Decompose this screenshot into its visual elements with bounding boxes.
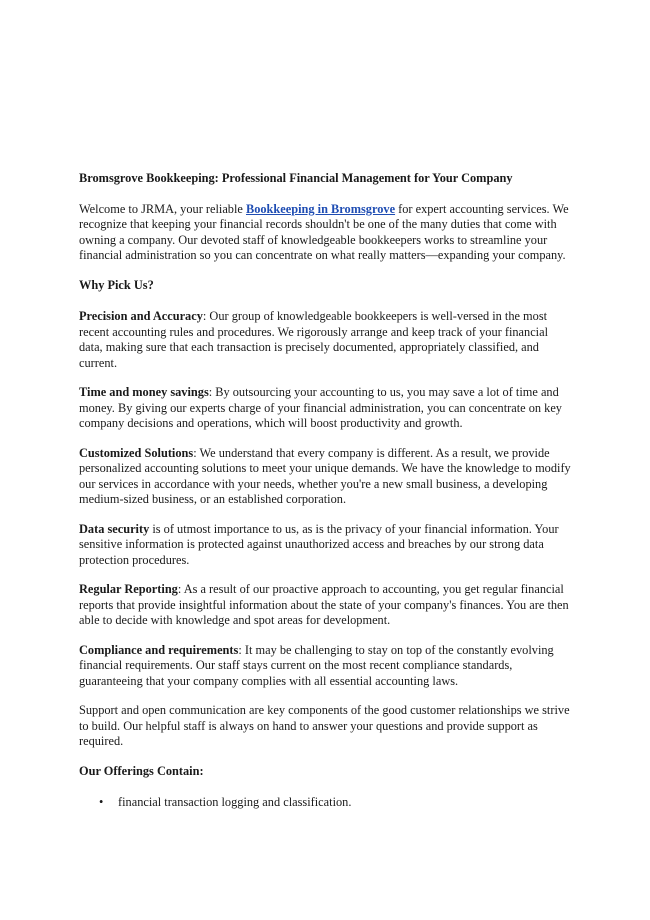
section-term: Data security (79, 521, 150, 536)
page-title: Bromsgrove Bookkeeping: Professional Financial Management for Your Company (79, 171, 513, 185)
section-text: : We understand that every company is different. As a result, we provide personalized accounting solutions to meet your unique demands. We have the knowledge to modify our services in accordance with your needs, whether you're a new small business, a developing medium-sized business, or an established corporation. (79, 445, 571, 506)
section-data-security (79, 522, 573, 569)
section-term: Time and money savings (79, 385, 209, 399)
support-paragraph: Support and open communication are key components of the good customer relationships we strive to build. Our helpful staff is always on hand to answer your questions and provide support as required. (79, 703, 570, 748)
list-item (79, 795, 573, 811)
intro-paragraph (79, 202, 573, 264)
intro-text: Welcome to JRMA, your reliable (79, 201, 246, 216)
list-item-text: financial transaction logging and classification. (118, 795, 352, 809)
section-compliance-requirements (79, 643, 573, 690)
section-customized-solutions (79, 446, 573, 508)
section-text: : It may be challenging to stay on top of the constantly evolving financial requirements. Our staff stays current on the most recent compliance standards, guaranteeing that your company complies with all essential accounting laws. (79, 642, 554, 688)
intro-text-continued: for expert accounting services. We recognize that keeping your financial records shouldn't be one of the many duties that come with owning a company. Our devoted staff of knowledgeable bookkeepers works to streamline your financial administration so you can concentrate on what really matters—expanding your company. (79, 201, 569, 262)
section-text: : Our group of knowledgeable bookkeepers is well-versed in the most recent accounting rules and procedures. We rigorously arrange and keep track of your financial data, making sure that each transaction is precisely documented, appropriately classified, and current. (79, 309, 549, 370)
section-precision-accuracy (79, 309, 573, 371)
section-term: Regular Reporting (79, 582, 178, 596)
bullet-icon: • (99, 795, 104, 809)
section-term: Precision and Accuracy (79, 309, 203, 323)
section-time-money-savings (79, 385, 573, 432)
offerings-list (79, 795, 573, 811)
section-text: : By outsourcing your accounting to us, you may save a lot of time and money. By giving our experts charge of your financial administration, you can concentrate on key company decisions and operations, which will boost productivity and growth. (79, 385, 562, 430)
bookkeeping-bromsgrove-link[interactable]: Bookkeeping in Bromsgrove (245, 201, 396, 216)
section-regular-reporting (79, 582, 573, 629)
section-term: Compliance and requirements (79, 642, 239, 657)
section-term: Customized Solutions (79, 445, 194, 460)
offerings-heading: Our Offerings Contain: (79, 763, 204, 778)
section-text: : As a result of our proactive approach to accounting, you get regular financial reports that provide insightful information about the state of your company's finances. You are then able to decide with knowledge and spot areas for development. (79, 582, 569, 627)
why-pick-us-heading: Why Pick Us? (79, 277, 154, 292)
document-body (79, 171, 573, 811)
section-text: is of utmost importance to us, as is the privacy of your financial information. Your sensitive information is protected against unauthorized access and breaches by our strong data protection procedures. (79, 521, 559, 567)
